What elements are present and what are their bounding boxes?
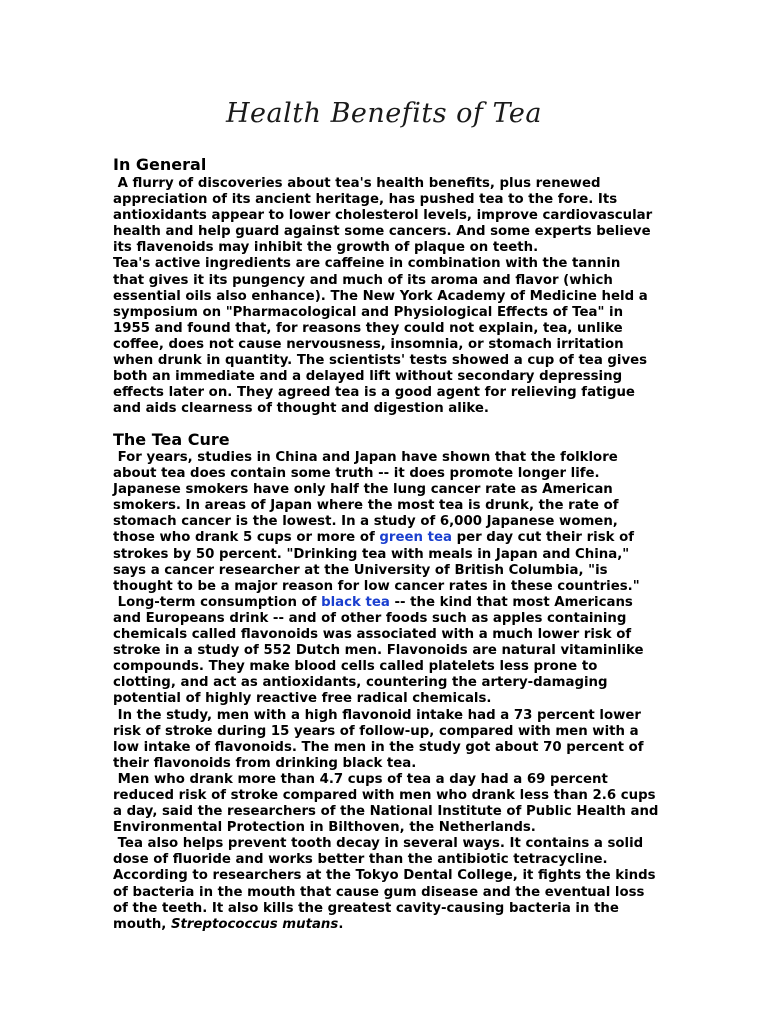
section-body-tea-cure [113,450,663,933]
text-line: that gives it its pungency and much of its aroma and flavor (which [113,272,613,288]
text-line [113,530,663,546]
text-line: Environmental Protection in Bilthoven, the Netherlands. [113,820,536,836]
text-line [113,917,663,933]
text-line: reduced risk of stroke compared with men who drank less than 2.6 cups [113,787,656,803]
text-line: In the study, men with a high flavonoid intake had a 73 percent lower [113,707,641,723]
text-line: effects later on. They agreed tea is a good agent for relieving fatigue [113,385,635,401]
text-line: stroke in a study of 552 Dutch men. Flavonoids are natural vitaminlike [113,643,644,659]
text-line: For years, studies in China and Japan have shown that the folklore [113,450,618,465]
text-span: per day cut their risk of [451,530,635,546]
text-line: According to researchers at the Tokyo Dental College, it fights the kinds [113,868,656,884]
text-span: mouth, [113,916,171,932]
text-line: their flavonoids from drinking black tea. [113,755,417,771]
text-line: smokers. In areas of Japan where the most tea is drunk, the rate of [113,498,619,514]
text-line: antioxidants appear to lower cholesterol levels, improve cardiovascular [113,208,653,224]
section-heading-in-general: In General [113,155,207,174]
text-line: and Europeans drink -- and of other foods such as apples containing [113,610,627,626]
green-tea-link[interactable]: green tea [379,530,452,546]
text-line: of the teeth. It also kills the greatest cavity-causing bacteria in the [113,900,619,916]
section-body-in-general [113,176,663,417]
text-line: low intake of flavonoids. The men in the study got about 70 percent of [113,739,644,755]
text-line: A flurry of discoveries about tea's health benefits, plus renewed [113,176,601,191]
text-span: those who drank 5 cups or more of [113,530,380,546]
text-span: Long-term consumption of [113,594,322,610]
text-line: compounds. They make blood cells called platelets less prone to [113,659,598,675]
text-line: Japanese smokers have only half the lung cancer rate as American [113,482,613,498]
text-line: clotting, and act as antioxidants, countering the artery-damaging [113,675,608,691]
species-name: Streptococcus mutans [170,916,339,932]
text-line: strokes by 50 percent. "Drinking tea with meals in Japan and China," [113,546,630,562]
text-line: a day, said the researchers of the National Institute of Public Health and [113,804,659,820]
text-line: potential of highly reactive free radical chemicals. [113,691,492,707]
black-tea-link[interactable]: black tea [321,594,390,610]
text-line: when drunk in quantity. The scientists' tests showed a cup of tea gives [113,353,648,369]
text-line: 1955 and found that, for reasons they could not explain, tea, unlike [113,320,623,336]
text-line: and aids clearness of thought and digestion alike. [113,401,489,417]
text-line: coffee, does not cause nervousness, insomnia, or stomach irritation [113,336,624,352]
text-line: appreciation of its ancient heritage, has pushed tea to the fore. Its [113,192,618,208]
text-line: Tea also helps prevent tooth decay in several ways. It contains a solid [113,836,644,852]
text-line: health and help guard against some cancers. And some experts believe [113,224,651,240]
text-line: stomach cancer is the lowest. In a study of 6,000 Japanese women, [113,514,618,530]
text-span: -- the kind that most Americans [389,594,633,610]
text-line: symposium on "Pharmacological and Physiological Effects of Tea" in [113,304,624,320]
text-line: chemicals called flavonoids was associated with a much lower risk of [113,627,632,643]
section-heading-tea-cure: The Tea Cure [113,430,230,449]
text-line: both an immediate and a delayed lift without secondary depressing [113,369,623,385]
text-line: risk of stroke during 15 years of follow-up, compared with men with a [113,723,639,739]
text-line: says a cancer researcher at the University of British Columbia, "is [113,562,608,578]
page-title: Health Benefits of Tea [225,98,542,129]
text-line: Men who drank more than 4.7 cups of tea a day had a 69 percent [113,771,608,787]
text-line: Tea's active ingredients are caffeine in combination with the tannin [113,256,621,272]
text-line: about tea does contain some truth -- it does promote longer life. [113,466,600,482]
text-line: thought to be a major reason for low cancer rates in these countries." [113,578,640,594]
text-line: its flavenoids may inhibit the growth of plaque on teeth. [113,240,539,256]
text-line: dose of fluoride and works better than the antibiotic tetracycline. [113,852,608,868]
text-line [113,595,663,611]
text-span: . [338,916,344,932]
text-line: essential oils also enhance). The New York Academy of Medicine held a [113,288,648,304]
text-line: of bacteria in the mouth that cause gum disease and the eventual loss [113,884,645,900]
